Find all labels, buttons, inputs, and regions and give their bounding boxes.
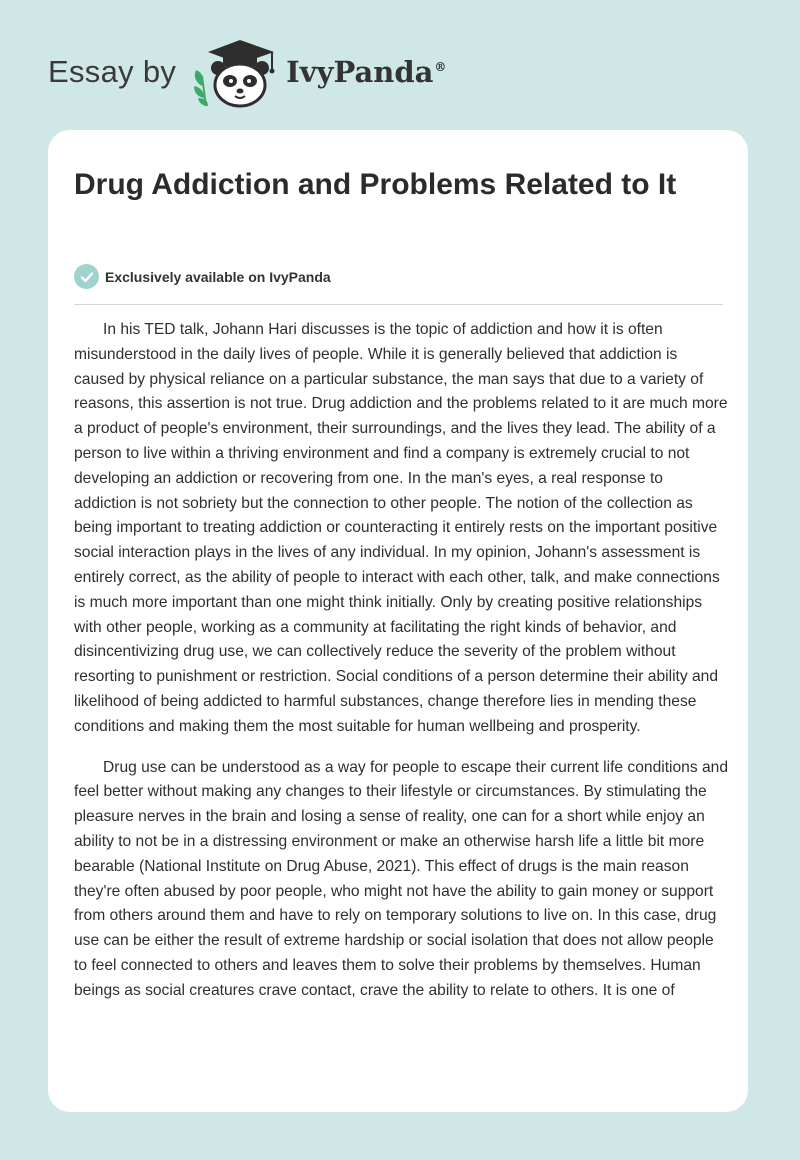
- essay-card: [48, 130, 748, 1112]
- essay-title: Drug Addiction and Problems Related to It: [74, 168, 677, 201]
- essay-by-label: Essay by: [48, 54, 177, 89]
- exclusive-badge: [74, 264, 331, 289]
- panda-logo-icon[interactable]: [188, 36, 284, 108]
- badge-label: Exclusively available on IvyPanda: [105, 268, 331, 285]
- paragraph: In his TED talk, Johann Hari discusses is the topic of addiction and how it is often misunderstood in the daily lives of people. While it is generally believed that addiction is caused by physical reliance on a particular substance, the man says that due to a variety of reasons, this assertion is not true. Drug addiction and the problems related to it are much more a product of people's environment, their surroundings, and the lives they lead. The ability of a person to live within a thriving environment and find a company is extremely crucial to not developing an addiction or recovering from one. In the man's eyes, a real response to addiction is not sobriety but the connection to other people. The notion of the collection as being important to treating addiction or counteracting it entirely rests on the important positive social interaction plays in the lives of any individual. In my opinion, Johann's assessment is entirely correct, as the ability of people to interact with each other, talk, and make connections is much more important than one might think initially. Only by creating positive relationships with other people, working as a community at facilitating the right kinds of behavior, and disincentivizing drug use, we can collectively reduce the severity of the problem without resorting to punishment or restriction. Social conditions of a person determine their ability and likelihood of being addicted to harmful substances, change therefore lies in mending these conditions and making them the most suitable for human wellbeing and prosperity.: [74, 321, 728, 735]
- check-icon: [74, 264, 99, 289]
- site-header: [48, 36, 446, 108]
- registered-mark: ®: [434, 60, 447, 75]
- essay-body: [74, 318, 728, 1020]
- divider: [74, 304, 723, 305]
- paragraph: Drug use can be understood as a way for people to escape their current life conditions and feel better without making any changes to their lifestyle or circumstances. By stimulating the pleasure nerves in the brain and losing a sense of reality, one can for a short while enjoy an ability to not be in a distressing environment or make an otherwise harsh life a little bit more bearable (National Institute on Drug Abuse, 2021). This effect of drugs is the main reason they're often abused by poor people, who might not have the ability to gain money or support from others around them and have to rely on temporary solutions to live on. In this case, drug use can be either the result of extreme hardship or social isolation that does not allow people to feel connected to others and leaves them to solve their problems by themselves. Human beings as social creatures crave contact, crave the ability to relate to others. It is one of: [74, 758, 728, 999]
- brand-name[interactable]: IvyPanda®: [286, 55, 447, 89]
